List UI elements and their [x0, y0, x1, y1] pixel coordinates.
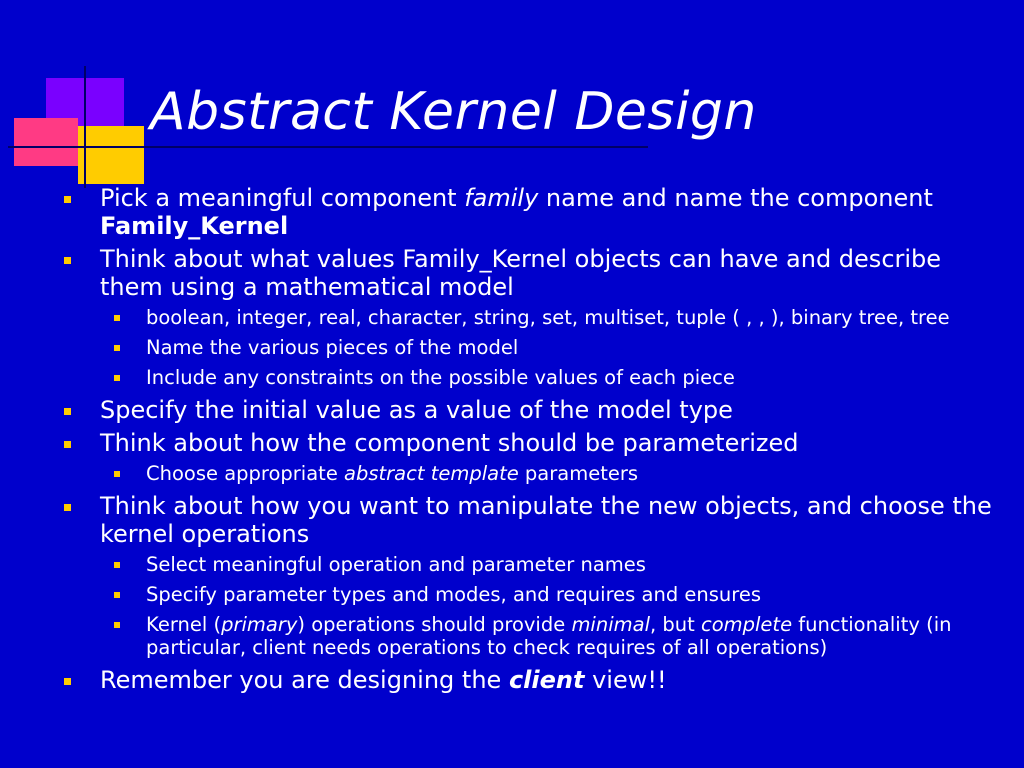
decorative-vertical-line — [84, 66, 86, 188]
sub-bullet-text: Specify parameter types and modes, and requires and ensures — [146, 583, 762, 606]
decorative-pink-square — [14, 118, 78, 166]
bullet-marker — [64, 196, 71, 203]
sub-bullet-marker — [114, 345, 120, 351]
sub-bullet-marker — [114, 622, 120, 628]
bullet-text: Think about how the component should be parameterized — [100, 429, 799, 457]
bullet-text: Remember you are designing the client view!! — [100, 666, 667, 694]
sub-bullet-marker — [114, 562, 120, 568]
bullet-text: Pick a meaningful component family name and name the component Family_Kernel — [100, 184, 933, 240]
sub-bullet-operation-names — [62, 553, 1002, 576]
bullet-marker — [64, 257, 71, 264]
sub-bullet-text: Choose appropriate abstract template parameters — [146, 462, 639, 485]
sub-bullet-marker — [114, 315, 120, 321]
sub-bullet-types — [62, 306, 1002, 329]
bullet-parameterized — [62, 429, 1002, 457]
sub-bullet-kernel-operations — [62, 613, 1002, 659]
bullet-marker — [64, 408, 71, 415]
sub-bullet-marker — [114, 375, 120, 381]
decorative-horizontal-line — [8, 146, 648, 148]
slide-content — [62, 184, 1002, 699]
sub-bullet-name-pieces — [62, 336, 1002, 359]
sub-bullet-text: Name the various pieces of the model — [146, 336, 519, 359]
sub-bullet-marker — [114, 592, 120, 598]
sub-bullet-param-types — [62, 583, 1002, 606]
sub-bullet-template-params — [62, 462, 1002, 485]
bullet-pick-family — [62, 184, 1002, 240]
bullet-manipulate-objects — [62, 492, 1002, 548]
sub-bullet-text: Kernel (primary) operations should provide minimal, but complete functionality (in particular, client needs operations to check requires of all operations) — [146, 613, 952, 659]
bullet-marker — [64, 678, 71, 685]
sub-bullet-text: boolean, integer, real, character, string, set, multiset, tuple ( , , ), binary tree, tree — [146, 306, 950, 329]
slide-title: Abstract Kernel Design — [150, 82, 757, 142]
sub-bullet-text: Include any constraints on the possible values of each piece — [146, 366, 735, 389]
bullet-text: Think about how you want to manipulate the new objects, and choose the kernel operations — [100, 492, 992, 548]
bullet-text: Think about what values Family_Kernel objects can have and describe them using a mathematical model — [100, 245, 942, 301]
bullet-client-view — [62, 666, 1002, 694]
sub-bullet-text: Select meaningful operation and parameter names — [146, 553, 646, 576]
bullet-values-model — [62, 245, 1002, 301]
decorative-yellow-square — [78, 126, 144, 184]
sub-bullet-marker — [114, 471, 120, 477]
bullet-marker — [64, 504, 71, 511]
bullet-initial-value — [62, 396, 1002, 424]
sub-bullet-constraints — [62, 366, 1002, 389]
bullet-text: Specify the initial value as a value of the model type — [100, 396, 733, 424]
bullet-marker — [64, 441, 71, 448]
